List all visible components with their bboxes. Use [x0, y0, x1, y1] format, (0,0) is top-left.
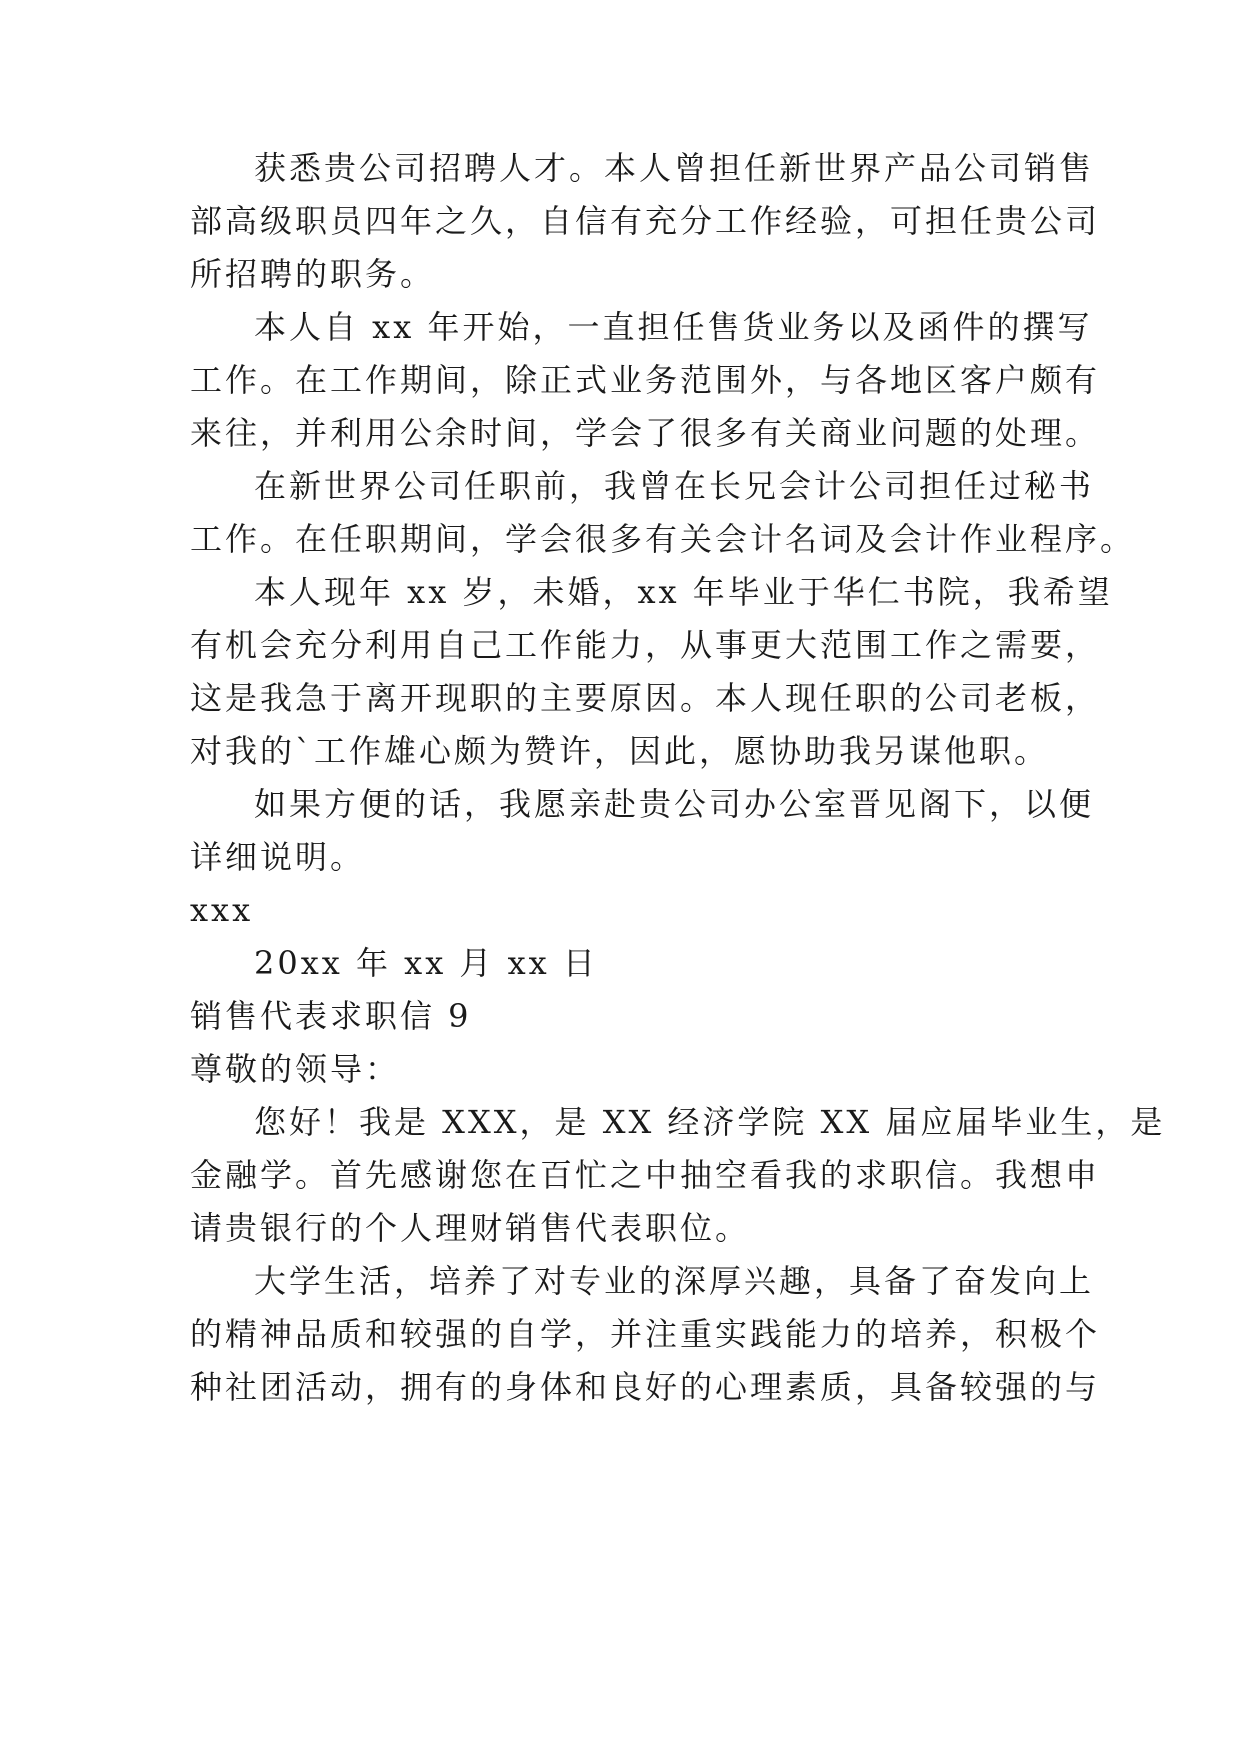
- paragraph-2-line-2: 工作。在工作期间，除正式业务范围外，与各地区客户颇有: [190, 361, 1101, 399]
- section-heading: 销售代表求职信 9: [190, 997, 472, 1035]
- paragraph-4-line-1: 本人现年 xx 岁，未婚，xx 年毕业于华仁书院，我希望: [254, 573, 1113, 611]
- paragraph-4-line-3: 这是我急于离开现职的主要原因。本人现任职的公司老板，: [190, 679, 1101, 717]
- paragraph-1-line-1: 获悉贵公司招聘人才。本人曾担任新世界产品公司销售: [254, 149, 1095, 187]
- paragraph-2-line-1: 本人自 xx 年开始，一直担任售货业务以及函件的撰写: [254, 308, 1093, 346]
- paragraph-5-line-2: 详细说明。: [190, 838, 366, 876]
- paragraph-4-line-4: 对我的`工作雄心颇为赞许，因此，愿协助我另谋他职。: [190, 732, 1050, 770]
- signature-date: 20xx 年 xx 月 xx 日: [254, 944, 598, 982]
- signature-name: xxx: [190, 891, 254, 929]
- paragraph-7-line-1: 大学生活，培养了对专业的深厚兴趣，具备了奋发向上: [254, 1262, 1095, 1300]
- paragraph-5-line-1: 如果方便的话，我愿亲赴贵公司办公室晋见阁下，以便: [254, 785, 1095, 823]
- paragraph-3-line-2: 工作。在任职期间，学会很多有关会计名词及会计作业程序。: [190, 520, 1136, 558]
- paragraph-6-line-1: 您好！我是 XXX，是 XX 经济学院 XX 届应届毕业生，是: [254, 1103, 1166, 1141]
- paragraph-2-line-3: 来往，并利用公余时间，学会了很多有关商业问题的处理。: [190, 414, 1101, 452]
- paragraph-3-line-1: 在新世界公司任职前，我曾在长兄会计公司担任过秘书: [254, 467, 1095, 505]
- paragraph-1-line-3: 所招聘的职务。: [190, 255, 436, 293]
- paragraph-7-line-3: 种社团活动，拥有的身体和良好的心理素质，具备较强的与: [190, 1368, 1101, 1406]
- paragraph-7-line-2: 的精神品质和较强的自学，并注重实践能力的培养，积极个: [190, 1315, 1101, 1353]
- paragraph-1-line-2: 部高级职员四年之久，自信有充分工作经验，可担任贵公司: [190, 202, 1101, 240]
- paragraph-6-line-3: 请贵银行的个人理财销售代表职位。: [190, 1209, 751, 1247]
- paragraph-4-line-2: 有机会充分利用自己工作能力，从事更大范围工作之需要，: [190, 626, 1101, 664]
- paragraph-6-line-2: 金融学。首先感谢您在百忙之中抽空看我的求职信。我想申: [190, 1156, 1101, 1194]
- salutation: 尊敬的领导：: [190, 1050, 401, 1088]
